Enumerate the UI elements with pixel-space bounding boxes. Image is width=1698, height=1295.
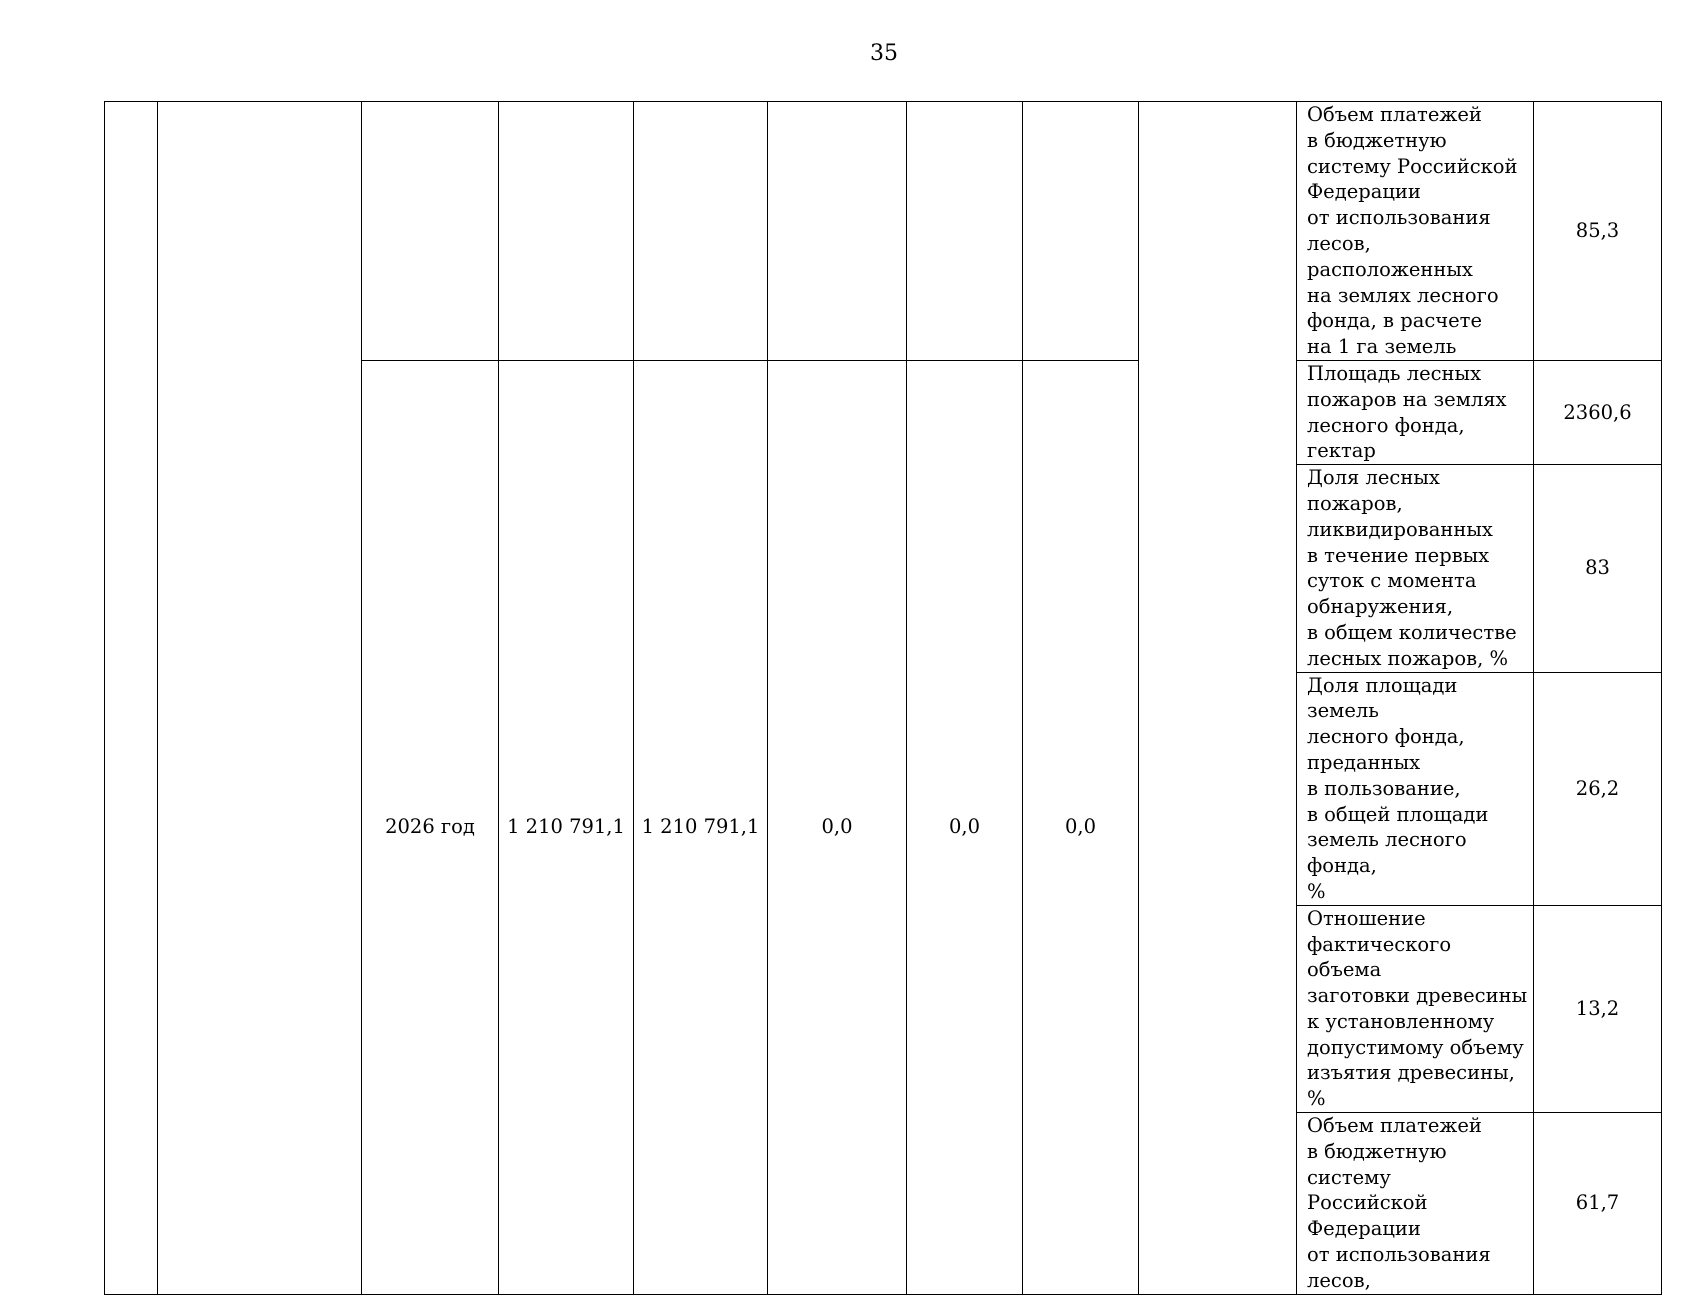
regional-budget-cell-empty (768, 102, 907, 361)
financing-table (104, 101, 1662, 1295)
year-cell: 2026 год (362, 360, 499, 1294)
total-cell-empty (499, 102, 634, 361)
executor-cell (1139, 102, 1297, 1295)
indicator-value: 13,2 (1534, 905, 1662, 1112)
other-sources-cell-empty (1023, 102, 1139, 361)
local-budget-cell: 0,0 (907, 360, 1023, 1294)
indicator-name: Объем платежей в бюджетную систему Российской Федерации от использования лесов, (1297, 1113, 1534, 1295)
indicator-value: 2360,6 (1534, 360, 1662, 464)
total-cell: 1 210 791,1 (499, 360, 634, 1294)
indicator-value: 26,2 (1534, 672, 1662, 905)
indicator-name: Площадь лесных пожаров на землях лесного фонда, гектар (1297, 360, 1534, 464)
federal-budget-cell-empty (634, 102, 768, 361)
indicator-value: 85,3 (1534, 102, 1662, 361)
number-cell (105, 102, 158, 1295)
indicator-name: Доля площади земель лесного фонда, преданных в пользование, в общей площади земель лесного фонда, % (1297, 672, 1534, 905)
local-budget-cell-empty (907, 102, 1023, 361)
indicator-value: 61,7 (1534, 1113, 1662, 1295)
year-cell-empty (362, 102, 499, 361)
regional-budget-cell: 0,0 (768, 360, 907, 1294)
other-sources-cell: 0,0 (1023, 360, 1139, 1294)
indicator-value: 83 (1534, 465, 1662, 672)
indicator-name: Отношение фактического объема заготовки древесины к установленному допустимому объему изъятия древесины, % (1297, 905, 1534, 1112)
page-number: 35 (870, 41, 898, 66)
table-row (105, 102, 1662, 361)
federal-budget-cell: 1 210 791,1 (634, 360, 768, 1294)
indicator-name: Доля лесных пожаров, ликвидированных в течение первых суток с момента обнаружения, в общем количестве лесных пожаров, % (1297, 465, 1534, 672)
indicator-name: Объем платежей в бюджетную систему Российской Федерации от использования лесов, расположенных на землях лесного фонда, в расчете на 1 га земель (1297, 102, 1534, 361)
measure-name-cell (158, 102, 362, 1295)
